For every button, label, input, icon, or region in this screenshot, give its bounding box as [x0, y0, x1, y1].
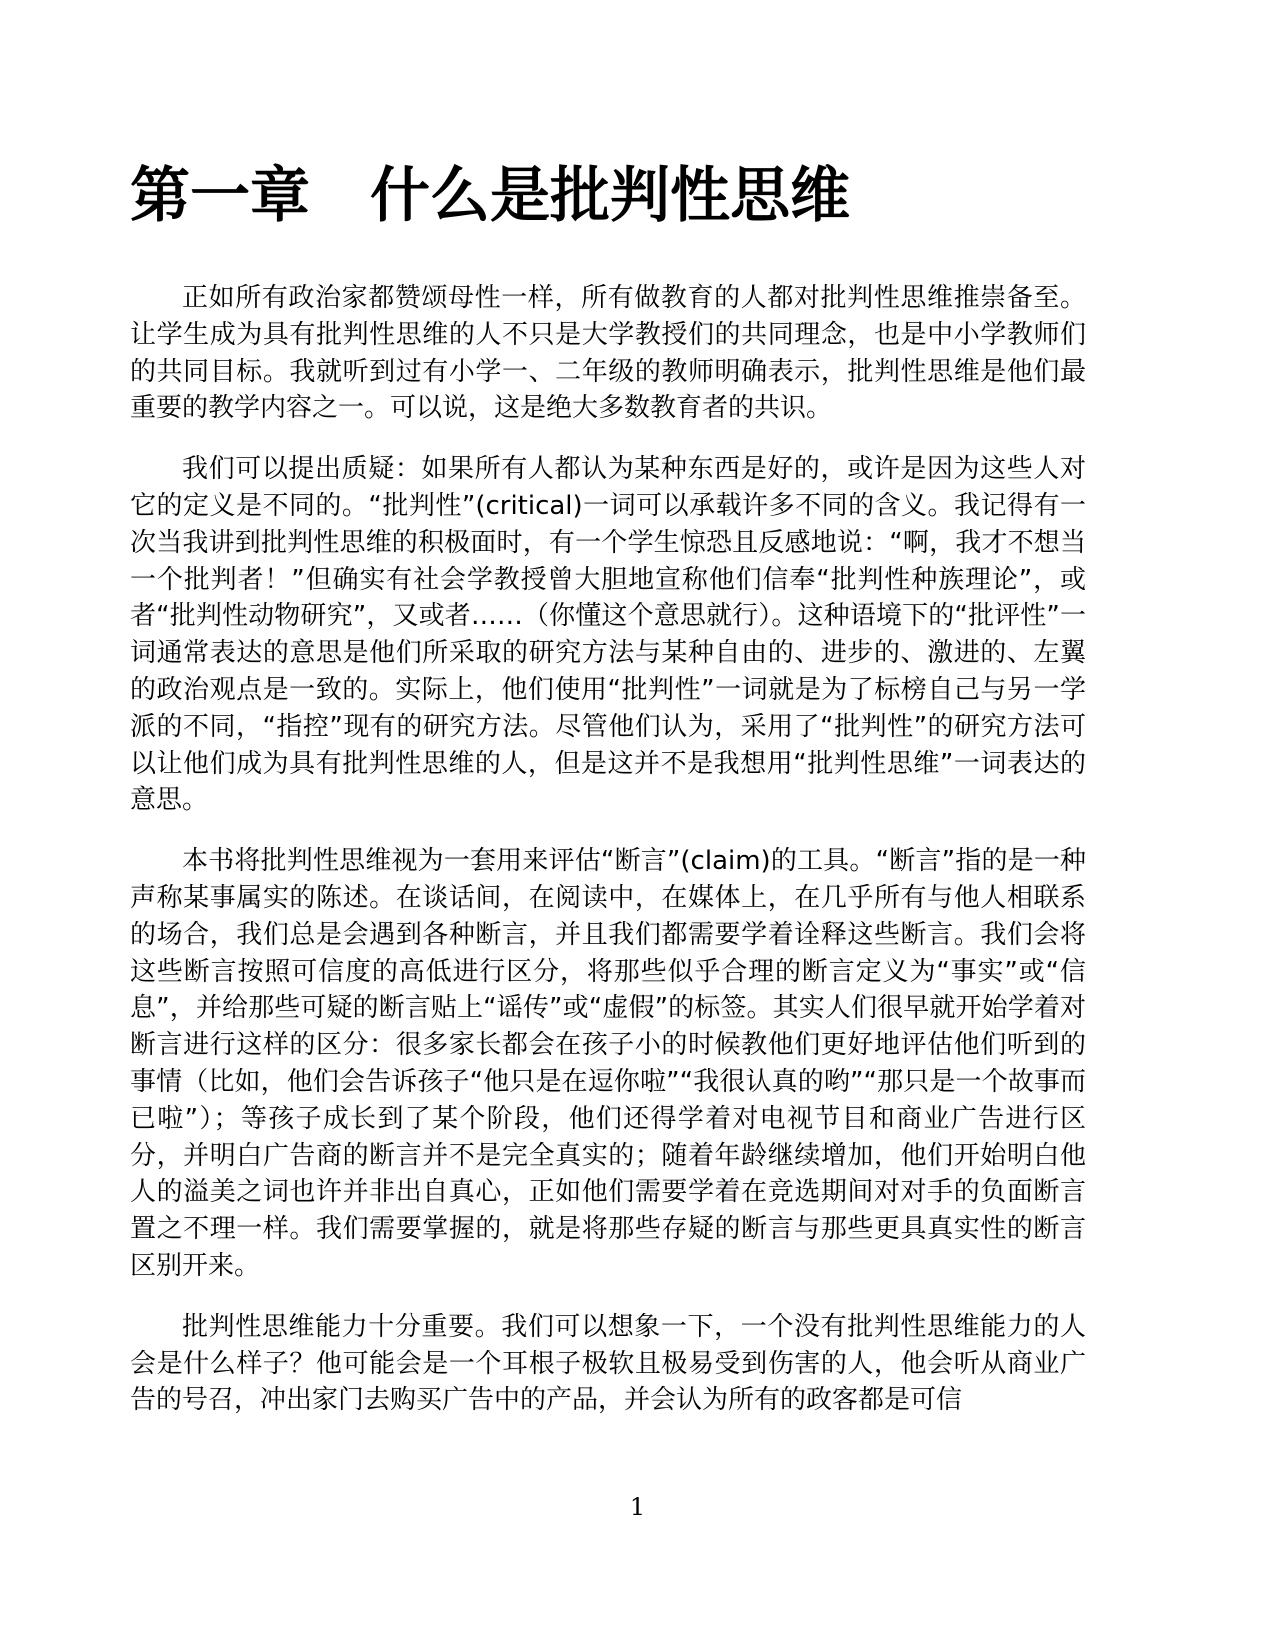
paragraph-4: 批判性思维能力十分重要。我们可以想象一下，一个没有批判性思维能力的人会是什么样子？他可能会是一个耳根子极软且极易受到伤害的人，他会听从商业广告的号召，冲出家门去购买广告中的产品，并会认为所有的政客都是可信 [130, 1311, 1086, 1416]
paragraph-3: 本书将批判性思维视为一套用来评估“断言”(claim)的工具。“断言”指的是一种声称某事属实的陈述。在谈话间，在阅读中，在媒体上，在几乎所有与他人相联系的场合，我们总是会遇到各种断言，并且我们都需要学着诠释这些断言。我们会将这些断言按照可信度的高低进行区分，将那些似乎合理的断言定义为“事实”或“信息”，并给那些可疑的断言贴上“谣传”或“虚假”的标签。其实人们很早就开始学着对断言进行这样的区分：很多家长都会在孩子小的时候教他们更好地评估他们听到的事情（比如，他们会告诉孩子“他只是在逗你啦”“我很认真的哟”“那只是一个故事而已啦”）；等孩子成长到了某个阶段，他们还得学着对电视节目和商业广告进行区分，并明白广告商的断言并不是完全真实的；随着年龄继续增加，他们开始明白他人的溢美之词也许并非出自真心，正如他们需要学着在竞选期间对对手的负面断言置之不理一样。我们需要掌握的，就是将那些存疑的断言与那些更具真实性的断言区别开来。 [130, 846, 1086, 1281]
body-text [130, 280, 1086, 1443]
chapter-title: 第一章 什么是批判性思维 [130, 161, 850, 231]
paragraph-1: 正如所有政治家都赞颂母性一样，所有做教育的人都对批判性思维推崇备至。让学生成为具有批判性思维的人不只是大学教授们的共同理念，也是中小学教师们的共同目标。我就听到过有小学一、二年级的教师明确表示，批判性思维是他们最重要的教学内容之一。可以说，这是绝大多数教育者的共识。 [130, 283, 1086, 424]
page-number: 1 [629, 1493, 646, 1521]
paragraph-2: 我们可以提出质疑：如果所有人都认为某种东西是好的，或许是因为这些人对它的定义是不同的。“批判性”(critical)一词可以承载许多不同的含义。我记得有一次当我讲到批判性思维的积极面时，有一个学生惊恐且反感地说：“啊，我才不想当一个批判者！”但确实有社会学教授曾大胆地宣称他们信奉“批判性种族理论”，或者“批判性动物研究”，又或者……（你懂这个意思就行）。这种语境下的“批评性”一词通常表达的意思是他们所采取的研究方法与某种自由的、进步的、激进的、左翼的政治观点是一致的。实际上，他们使用“批判性”一词就是为了标榜自己与另一学派的不同，“指控”现有的研究方法。尽管他们认为，采用了“批判性”的研究方法可以让他们成为具有批判性思维的人，但是这并不是我想用“批判性思维”一词表达的意思。 [130, 454, 1086, 816]
